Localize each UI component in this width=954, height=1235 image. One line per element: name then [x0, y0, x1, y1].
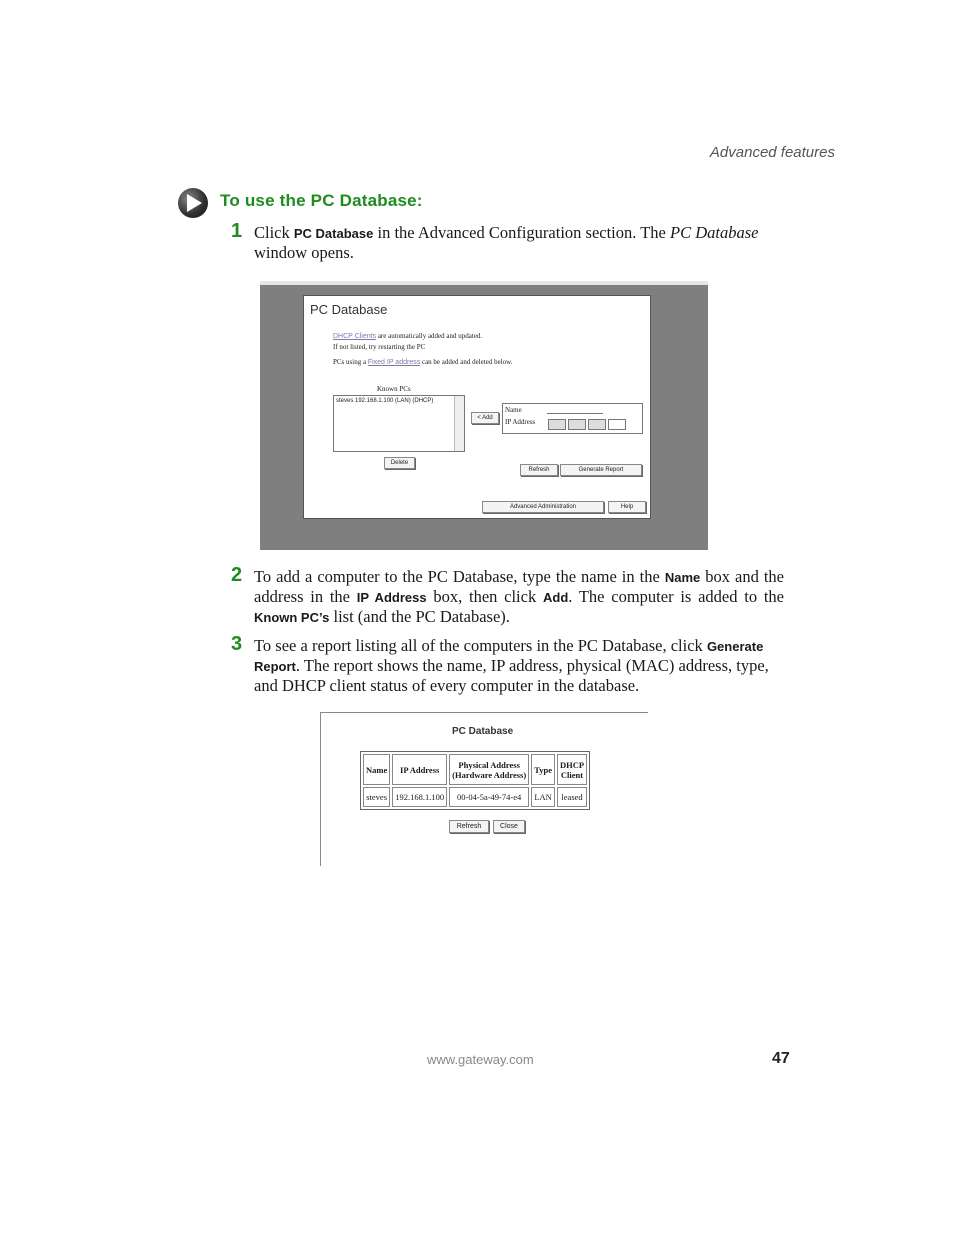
table-cell: 00-04-5a-49-74-e4 [449, 787, 529, 807]
table-row [363, 787, 587, 807]
step-1-number: 1 [231, 220, 243, 242]
table-cell: leased [557, 787, 587, 807]
refresh-button[interactable]: Refresh [520, 464, 558, 476]
restart-note: If not listed, try restarting the PC [333, 343, 426, 351]
ip-octet-4-input[interactable] [608, 419, 626, 430]
report-close-button[interactable]: Close [493, 820, 525, 833]
page-number: 47 [772, 1050, 790, 1067]
table-cell: LAN [531, 787, 555, 807]
pc-database-window-screenshot [260, 281, 708, 550]
pc-database-window [303, 295, 651, 519]
add-pc-form [502, 403, 643, 434]
report-title: PC Database [452, 726, 514, 737]
name-input[interactable] [547, 405, 603, 414]
step-2-number: 2 [231, 564, 243, 586]
step-3-text: To see a report listing all of the computers in the PC Database, click Generate Report. The report shows the name, IP address, physical (MAC) address, type, and DHCP client status of every computer in the database. [254, 636, 769, 695]
pc-database-report-screenshot [320, 712, 648, 866]
ip-octet-1-input[interactable] [548, 419, 566, 430]
table-cell: steves [363, 787, 390, 807]
add-button[interactable]: < Add [471, 412, 499, 424]
step-2-text: To add a computer to the PC Database, type the name in the Name box and the address in the IP Address box, then click Add. The computer is added to the Known PC’s list (and the PC Database). [254, 567, 785, 626]
report-refresh-button[interactable]: Refresh [449, 820, 489, 833]
ip-octet-2-input[interactable] [568, 419, 586, 430]
column-header: Name [363, 754, 390, 785]
step-3-number: 3 [231, 633, 243, 655]
column-header: IP Address [392, 754, 447, 785]
table-cell: 192.168.1.100 [392, 787, 447, 807]
ip-octet-3-input[interactable] [588, 419, 606, 430]
list-item[interactable]: steves 192.168.1.100 (LAN) (DHCP) [336, 398, 434, 404]
dhcp-note: DHCP Clients are automatically added and updated. [333, 332, 483, 340]
delete-button[interactable]: Delete [384, 457, 415, 469]
advanced-administration-button[interactable]: Advanced Administration [482, 501, 604, 513]
list-scrollbar[interactable] [454, 396, 464, 451]
column-header: Type [531, 754, 555, 785]
fixed-ip-note: PCs using a Fixed IP address can be added and deleted below. [333, 358, 513, 366]
known-pcs-label: Known PCs [377, 385, 411, 393]
help-button[interactable]: Help [608, 501, 646, 513]
column-header: Physical Address (Hardware Address) [449, 754, 529, 785]
procedure-title: To use the PC Database: [220, 191, 423, 210]
table-header-row [363, 754, 587, 785]
step-1-text: Click PC Database in the Advanced Configuration section. The PC Database window opens. [254, 223, 759, 262]
procedure-arrow-icon [178, 188, 208, 218]
window-title: PC Database [310, 302, 388, 317]
footer-url: www.gateway.com [427, 1052, 534, 1067]
column-header: DHCP Client [557, 754, 587, 785]
known-pcs-list[interactable] [333, 395, 465, 452]
report-table [360, 751, 590, 810]
generate-report-button[interactable]: Generate Report [560, 464, 642, 476]
dhcp-clients-link[interactable]: DHCP Clients [333, 333, 377, 340]
name-label: Name [505, 406, 522, 414]
ip-address-label: IP Address [505, 418, 536, 426]
running-header: Advanced features [709, 144, 835, 161]
fixed-ip-link[interactable]: Fixed IP address [367, 359, 421, 366]
